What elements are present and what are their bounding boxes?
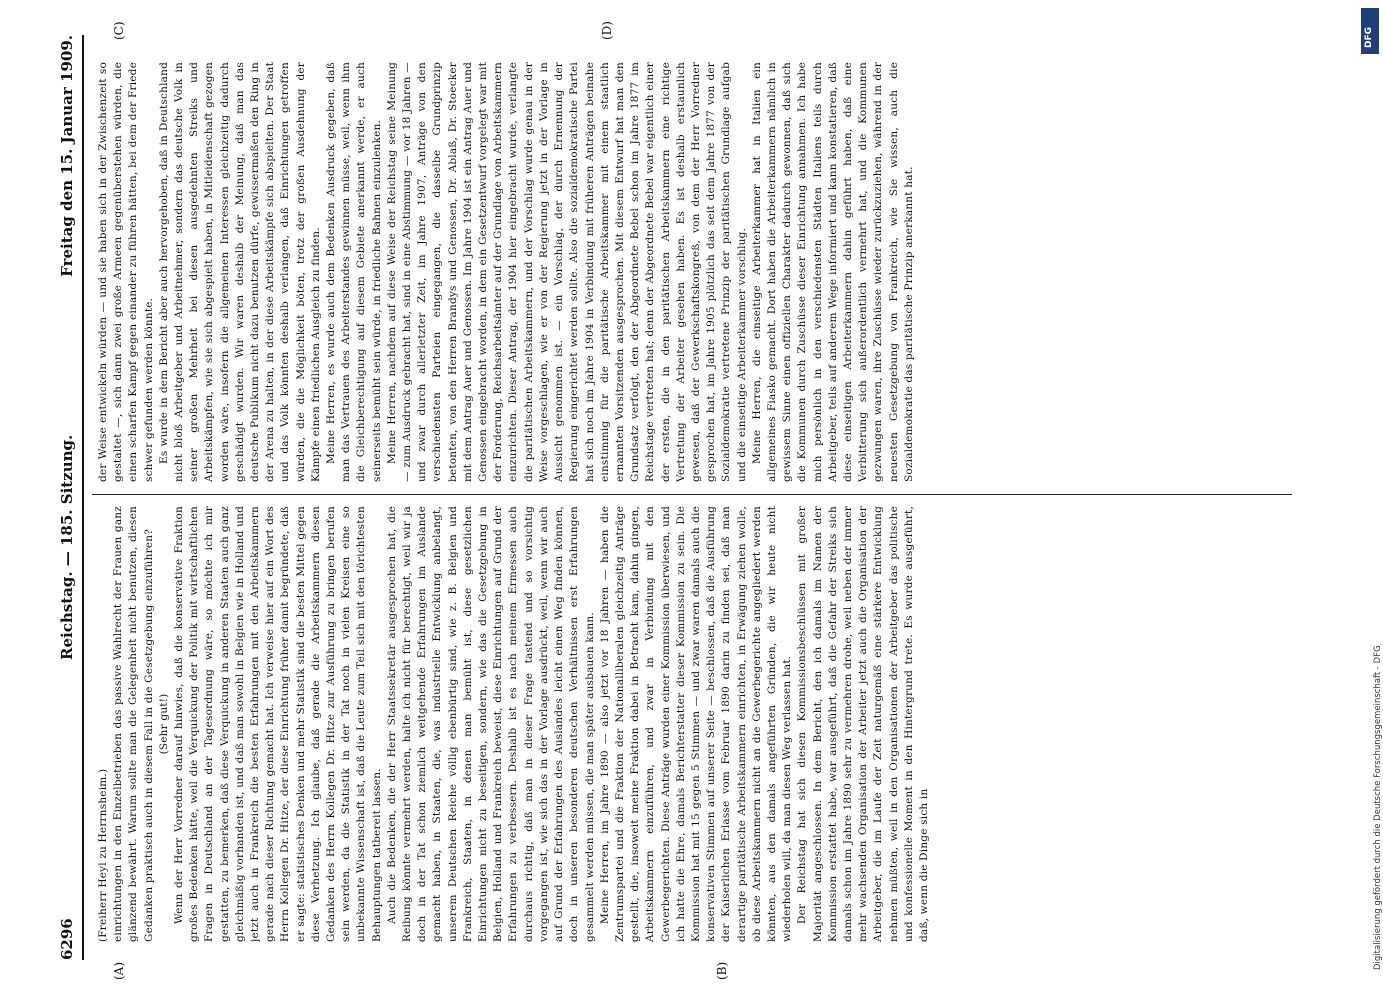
credit-text: Digitalisierung gefördert durch die Deutsche Forschungsgemeinschaft - DFG: [1373, 645, 1383, 970]
paragraph: Der Reichstag hat sich diesen Kommissionsbeschlüssen mit großer Majorität angeschlossen. In dem Bericht, den ich damals im Namen der Kommission erstattet habe, war ausgeführt, daß die Gefahr der Streiks sich damals schon im Jahre 1890 sehr zu vermehren drohe, weil neben der immer mehr wachsenden Organisation der Arbeiter jetzt auch die Organisation der Arbeitgeber, die im Laufe der Zeit naturgemäß eine stärkere Entwicklung nehmen müßten, weil in den Organisationen der Arbeitgeber das politische und konfessionelle Moment in den Hintergrund trete. Es wurde ausgeführt, daß, wenn die Dinge sich in: [796, 506, 930, 942]
paragraph: Wenn der Herr Vorredner darauf hinwies, daß die konservative Fraktion großes Bedenken hätte, weil die Verquickung der Politik mit wirtschaftlichen Fragen in Deutschland an der Tagesordnung wäre, so möchte ich mir gestatten, zu bemerken, daß diese Verquickung in anderen Staaten auch ganz gleichmäßig vorhanden ist, und daß man sowohl in Belgien wie in Holland und jetzt auch in Frankreich die besten Erfahrungen mit den Arbeitskammern gerade nach dieser Richtung gemacht hat. Ich verweise hier auf ein Wort des Herrn Kollegen Dr. Hitze, der diese Einrichtung früher damit begründete, daß er sagte: statistisches Denken und mehr Statistik sind die besten Mittel gegen diese Verhetzung. Ich glaube, daß gerade die Arbeitskammern diesen Gedanken des Herrn Kollegen Dr. Hitze zur Ausführung zu bringen berufen sein werden, da die Statistik in der Tat noch in vielen Kreisen eine so unbekannte Wissenschaft ist, daß die Leute zum Teil sich mit den törichtesten Behauptungen tatbereit lassen.: [173, 506, 383, 942]
margin-marker-a: (A): [112, 961, 126, 980]
paragraph: Meine Herren, die einseitige Arbeiterkammer hat in Italien ein allgemeines Fiasko gemacht. Dort haben die Arbeiterkammern nämlich in gewissem Sinne einen offiziellen Charakter dadurch gewonnen, daß sich die Kommunen durch Zuschüsse dieser Einrichtung annahmen. Ich habe mich persönlich in den verschiedensten Städten Italiens teils durch Arbeitgeber, teils auf anderem Wege informiert und kann konstatieren, daß diese einseitigen Arbeiterkammern dahin geführt haben, daß eine Verbitterung sich außerordentlich vermehrt hat, und die Kommunen gezwungen waren, ihre Zuschüsse wieder zurückzuziehen, während in der neuesten Gesetzgebung von Frankreich, wie Sie wissen, auch die Sozialdemokratie das paritätische Prinzip anerkannt hat.: [750, 62, 915, 482]
page-number: 6296: [58, 918, 76, 960]
paragraph: Auch die Bedenken, die der Herr Staatssekretär ausgesprochen hat, die Reibung könnte vermehrt werden, halte ich nicht für berechtigt, weil wir ja doch in der Tat schon ziemlich weitgehende Erfahrungen im Auslande gemacht haben, in Staaten, die, was industrielle Entwicklung anbelangt, unserem Deutschen Reiche völlig ebenbürtig sind, wie z. B. Belgien und Frankreich, Staaten, in denen man bemüht ist, diese gesetzlichen Einrichtungen nicht zu beseitigen, sondern, wie das die Gesetzgebung in Belgien, Holland und Frankreich beweist, diese Einrichtungen auf Grund der Erfahrungen zu verbessern. Deshalb ist es nach meinem Ermessen auch durchaus richtig, daß man in dieser Frage tastend und so vorsichtig vorgegangen ist, wie sich das in der Vorlage ausdrückt, weil, wenn wir auch auf Grund der Erfahrungen des Auslandes leicht einen Weg finden können, doch in unseren besonderen deutschen Verhältnissen erst Erfahrungen gesammelt werden müssen, die man später ausbauen kann.: [385, 506, 596, 942]
session-date: Freitag den 15. Januar 1909.: [58, 35, 76, 277]
dfg-logo-text: DFG: [1364, 26, 1374, 48]
digitization-credit: [1361, 70, 1383, 970]
page-header: [52, 35, 84, 960]
paragraph: einrichtungen in den Einzelbetrieben das passive Wahlrecht der Frauen ganz glänzend bewährt. Warum sollte man die Gelegenheit nicht benutzen, diesen Gedanken praktisch auch in diesem Fall in die Gesetzgebung einzuführen?: [112, 506, 155, 942]
speaker-line: (Freiherr Heyl zu Herrnsheim.): [97, 768, 109, 942]
right-column: [96, 62, 1286, 482]
dfg-logo: [1361, 8, 1379, 54]
margin-marker-b: (B): [715, 961, 729, 980]
paragraph: Es wurde in dem Bericht aber auch hervorgehoben, daß in Deutschland nicht bloß Arbeitgeber und Arbeitnehmer, sondern das deutsche Volk in seiner großen Mehrheit bei diesen ausgedehnten Streiks und Arbeitskämpfen, wie sie sich abgespielt haben, in Mitleidenschaft gezogen worden wäre, insofern die allgemeinen Interessen gleichzeitig dadurch geschädigt wurden. Wir waren deshalb der Meinung, daß man das deutsche Publikum nicht dazu benutzen dürfe, gewissermaßen den Ring in der Arena zu halten, in der diese Arbeitskämpfe sich abspielten. Der Staat und das Volk könnten deshalb verlangen, daß Einrichtungen getroffen würden, die die Möglichkeit böten, trotz der großen Ausdehnung der Kämpfe einen friedlichen Ausgleich zu finden.: [157, 62, 322, 482]
margin-marker-d: (D): [600, 21, 614, 40]
paragraph: Meine Herren, im Jahre 1890 — also jetzt vor 18 Jahren — haben die Zentrumspartei und die Fraktion der Nationalliberalen gleichzeitig Anträge gestellt, die, insoweit meine Fraktion dabei in Betracht kam, dahin gingen, Arbeitskammern einzuführen, und zwar in Verbindung mit den Gewerbegerichten. Diese Anträge wurden einer Kommission überwiesen, und ich hatte die Ehre, damals Berichterstatter dieser Kommission zu sein. Die Kommission hat mit 15 gegen 5 Stimmen — und zwar waren damals auch die konservativen Stimmen auf unserer Seite — beschlossen, daß die Ausführung der Kaiserlichen Erlasse vom Februar 1890 darin zu finden sei, daß man derartige paritätische Arbeitskammern einrichten, in Erwägung ziehen wolle, ob diese Arbeitskammern nicht an die Gewerbegerichte angegliedert werden könnten, aus den damals angeführten Gründen, die wir heute nicht wiederholen will, da man diesen Weg verlassen hat.: [598, 506, 794, 942]
margin-marker-c: (C): [112, 21, 126, 40]
left-column: [96, 506, 1336, 942]
paragraph: der Weise entwickeln würden — und sie haben sich in der Zwischenzeit so gestaltet —, sich dann zwei große Armeen gegenüberstehen würden, die einen scharfen Kampf gegen einander zu führen hätten, bei dem der Friede schwer gefunden werden könnte.: [97, 62, 155, 482]
session-title: Reichstag. — 185. Sitzung.: [58, 434, 76, 660]
interjection: (Sehr gut!): [157, 693, 170, 755]
paragraph: Meine Herren, es wurde auch dem Bedenken Ausdruck gegeben, daß man das Vertrauen des Arbeiterstandes gewinnen müsse, weil, wenn ihm die Gleichberechtigung auf diesem Gebiete anerkannt werde, er auch seinerseits bemüht sein würde, in friedliche Bahnen einzulenken.: [325, 62, 383, 482]
column-divider: [92, 494, 1292, 495]
paragraph: Meine Herren, nachdem auf diese Weise der Reichstag seine Meinung — zum Ausdruck gebracht hat, sind in eine Abstimmung — vor 18 Jahren — und zwar durch allerletzter Zeit, im Jahre 1907, Anträge von den verschiedensten Parteien eingegangen, die dasselbe Grundprinzip betonten, von den Herren Brandys und Genossen, Dr. Ablaß, Dr. Stoecker mit dem Antrag Auer und Genossen. Im Jahre 1904 ist ein Antrag Auer und Genossen eingebracht worden, in dem ein Gesetzentwurf vorgelegt war mit der Forderung, Reichsarbeitsämter auf der Grundlage von Arbeitskammern einzurichten. Dieser Antrag, der 1904 hier eingebracht wurde, verlangte die paritätischen Arbeitskammern, und der Vorschlag wurde genau in der Weise vorgeschlagen, wie er von der Regierung jetzt in der Vorlage in Aussicht genommen ist. — ein Vorschlag, der durch Ernennung der Regierung eingerichtet werden sollte. Also die sozialdemokratische Partei hat sich noch im Jahre 1904 in Verbindung mit früheren Anträgen beinahe einstimmig für die paritätische Arbeitskammer mit einem staatlich ernannten Vorsitzenden ausgesprochen. Mit diesem Entwurf hat man den Grundsatz verfolgt, den der Abgeordnete Bebel schon im Jahre 1877 im Reichstage vertreten hat; denn der Abgeordnete Bebel war eigentlich einer der ersten, die in den paritätischen Arbeitskammern eine richtige Vertretung der Arbeiter gesehen haben. Es ist deshalb erstaunlich gewesen, daß der Gewerkschaftskongreß, von dem der Herr Vorredner gesprochen hat, im Jahre 1905 plötzlich das seit dem Jahre 1877 von der Sozialdemokratie vertretene Prinzip der paritätischen Grundlage aufgab und die einseitige Arbeiterkammer vorschlug.: [385, 62, 748, 482]
